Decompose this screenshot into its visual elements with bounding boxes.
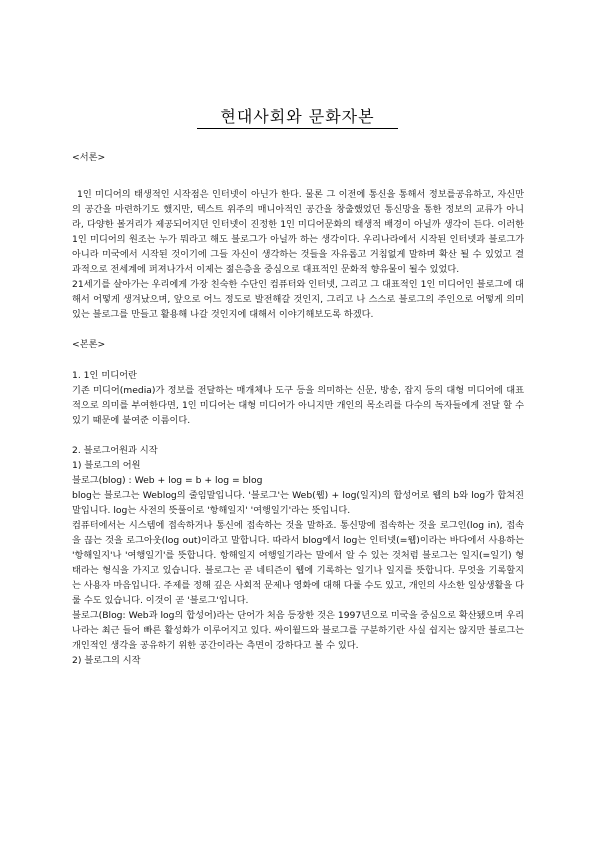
formula-line: 블로그(blog) : Web + log = b + log = blog xyxy=(72,474,263,486)
intro-paragraph: 21세기를 살아가는 우리에게 가장 친숙한 수단인 컴퓨터와 인터넷, 그리고 그 대표적인 1인 미디어인 블로그에 대해서 어떻게 생겨났으며, 앞으로 어느 정도로 발전해갈 것인지, 그리고 나 스스로 블로그의 주인으로 어떻게 의미있는 블로그를 만들고 활용해 나갈 것인지에 대해서 이야기해보도록 하겠다. xyxy=(72,279,524,321)
section-paragraph: 블로그(Blog: Web과 log의 합성어)라는 단어가 처음 등장한 것은 1997년으로 미국을 중심으로 확산됐으며 우리나라는 최근 들어 빠른 활성화가 이루어지고 있다. 싸이월드와 블로그를 구분하기란 사실 쉽지는 않지만 블로그는 개인적인 생각을 공유하기 위한 공간이라는 측면이 강하다고 볼 수 있다. xyxy=(72,610,524,652)
intro-heading: <서론> xyxy=(72,152,106,163)
section-paragraph: 기존 미디어(media)가 정보를 전달하는 매개체나 도구 등을 의미하는 신문, 방송, 잡지 등의 대형 미디어에 대표적으로 의미를 부여한다면, 1인 미디어는 대형 미디어가 아니지만 개인의 목소리를 다수의 독자들에게 전달 할 수 있기 때문에 붙여준 이름이다. xyxy=(72,384,524,426)
subsection-title: 1) 블로그의 어원 xyxy=(72,459,141,471)
subsection-title: 2) 블로그의 시작 xyxy=(72,655,141,667)
section-paragraph: blog는 블로그는 Weblog의 줄임말입니다. '블로그'는 Web(웹) + log(일지)의 합성어로 웹의 b와 log가 합쳐진 말입니다. log는 사전의 뜻풀이로 '항해일지' '여행일기'라는 뜻입니다. xyxy=(72,489,524,516)
section-title: 2. 블로그어원과 시작 xyxy=(72,444,158,456)
body-heading: <본론> xyxy=(72,339,106,351)
document-body xyxy=(72,150,524,668)
document-title: 현대사회와 문화자본 xyxy=(220,107,375,126)
section-paragraph: 컴퓨터에서는 시스템에 접속하거나 통신에 접속하는 것을 말하죠. 통신망에 접속하는 것을 로그인(log in), 접속을 끊는 것을 로그아웃(log out)이라고 말합니다. 따라서 blog에서 log는 인터넷(=웹)이라는 바다에서 사용하는 '항해일지'나 '여행일기'를 뜻합니다. 항해일지 여행일기라는 말에서 알 수 있는 것처럼 블로그는 일지(=일기) 형태라는 형식을 가지고 있습니다. 블로그는 곧 네티즌이 웹에 기록하는 일기나 일지를 뜻합니다. 무엇을 기록할지는 사용자 마음입니다. 주제를 정해 깊은 사회적 문제나 영화에 대해 다룰 수도 있고, 개인의 사소한 일상생활을 다룰 수도 있습니다. 이것이 곧 '블로그'입니다. xyxy=(72,519,524,607)
section-title: 1. 1인 미디어란 xyxy=(72,369,137,381)
intro-paragraph: 1인 미디어의 태생적인 시작점은 인터넷이 아닌가 한다. 물론 그 이전에 통신을 통해서 정보를공유하고, 자신만의 공간을 마련하기도 했지만, 텍스트 위주의 매니아적인 공간을 창출했었던 통신망을 통한 정보의 교류가 아니라, 다양한 볼거리가 제공되어지던 인터넷이 진정한 1인 미디어문화의 태생적 배경이 아닐까 생각이 든다. 이러한 1인 미디어의 원조는 누가 뭐라고 해도 블로그가 아닐까 하는 생각이다. 우리나라에서 시작된 인터넷과 블로그가 아니라 미국에서 시작된 것이기에 그들 자신이 생각하는 것들을 자유롭고 거침없게 말하며 확산 될 수 있었고 결과적으로 전세계에 퍼져나가서 이제는 젊은층을 중심으로 대표적인 문화적 향유물이 될수 있었다. xyxy=(72,189,524,276)
title-underline xyxy=(197,128,398,129)
